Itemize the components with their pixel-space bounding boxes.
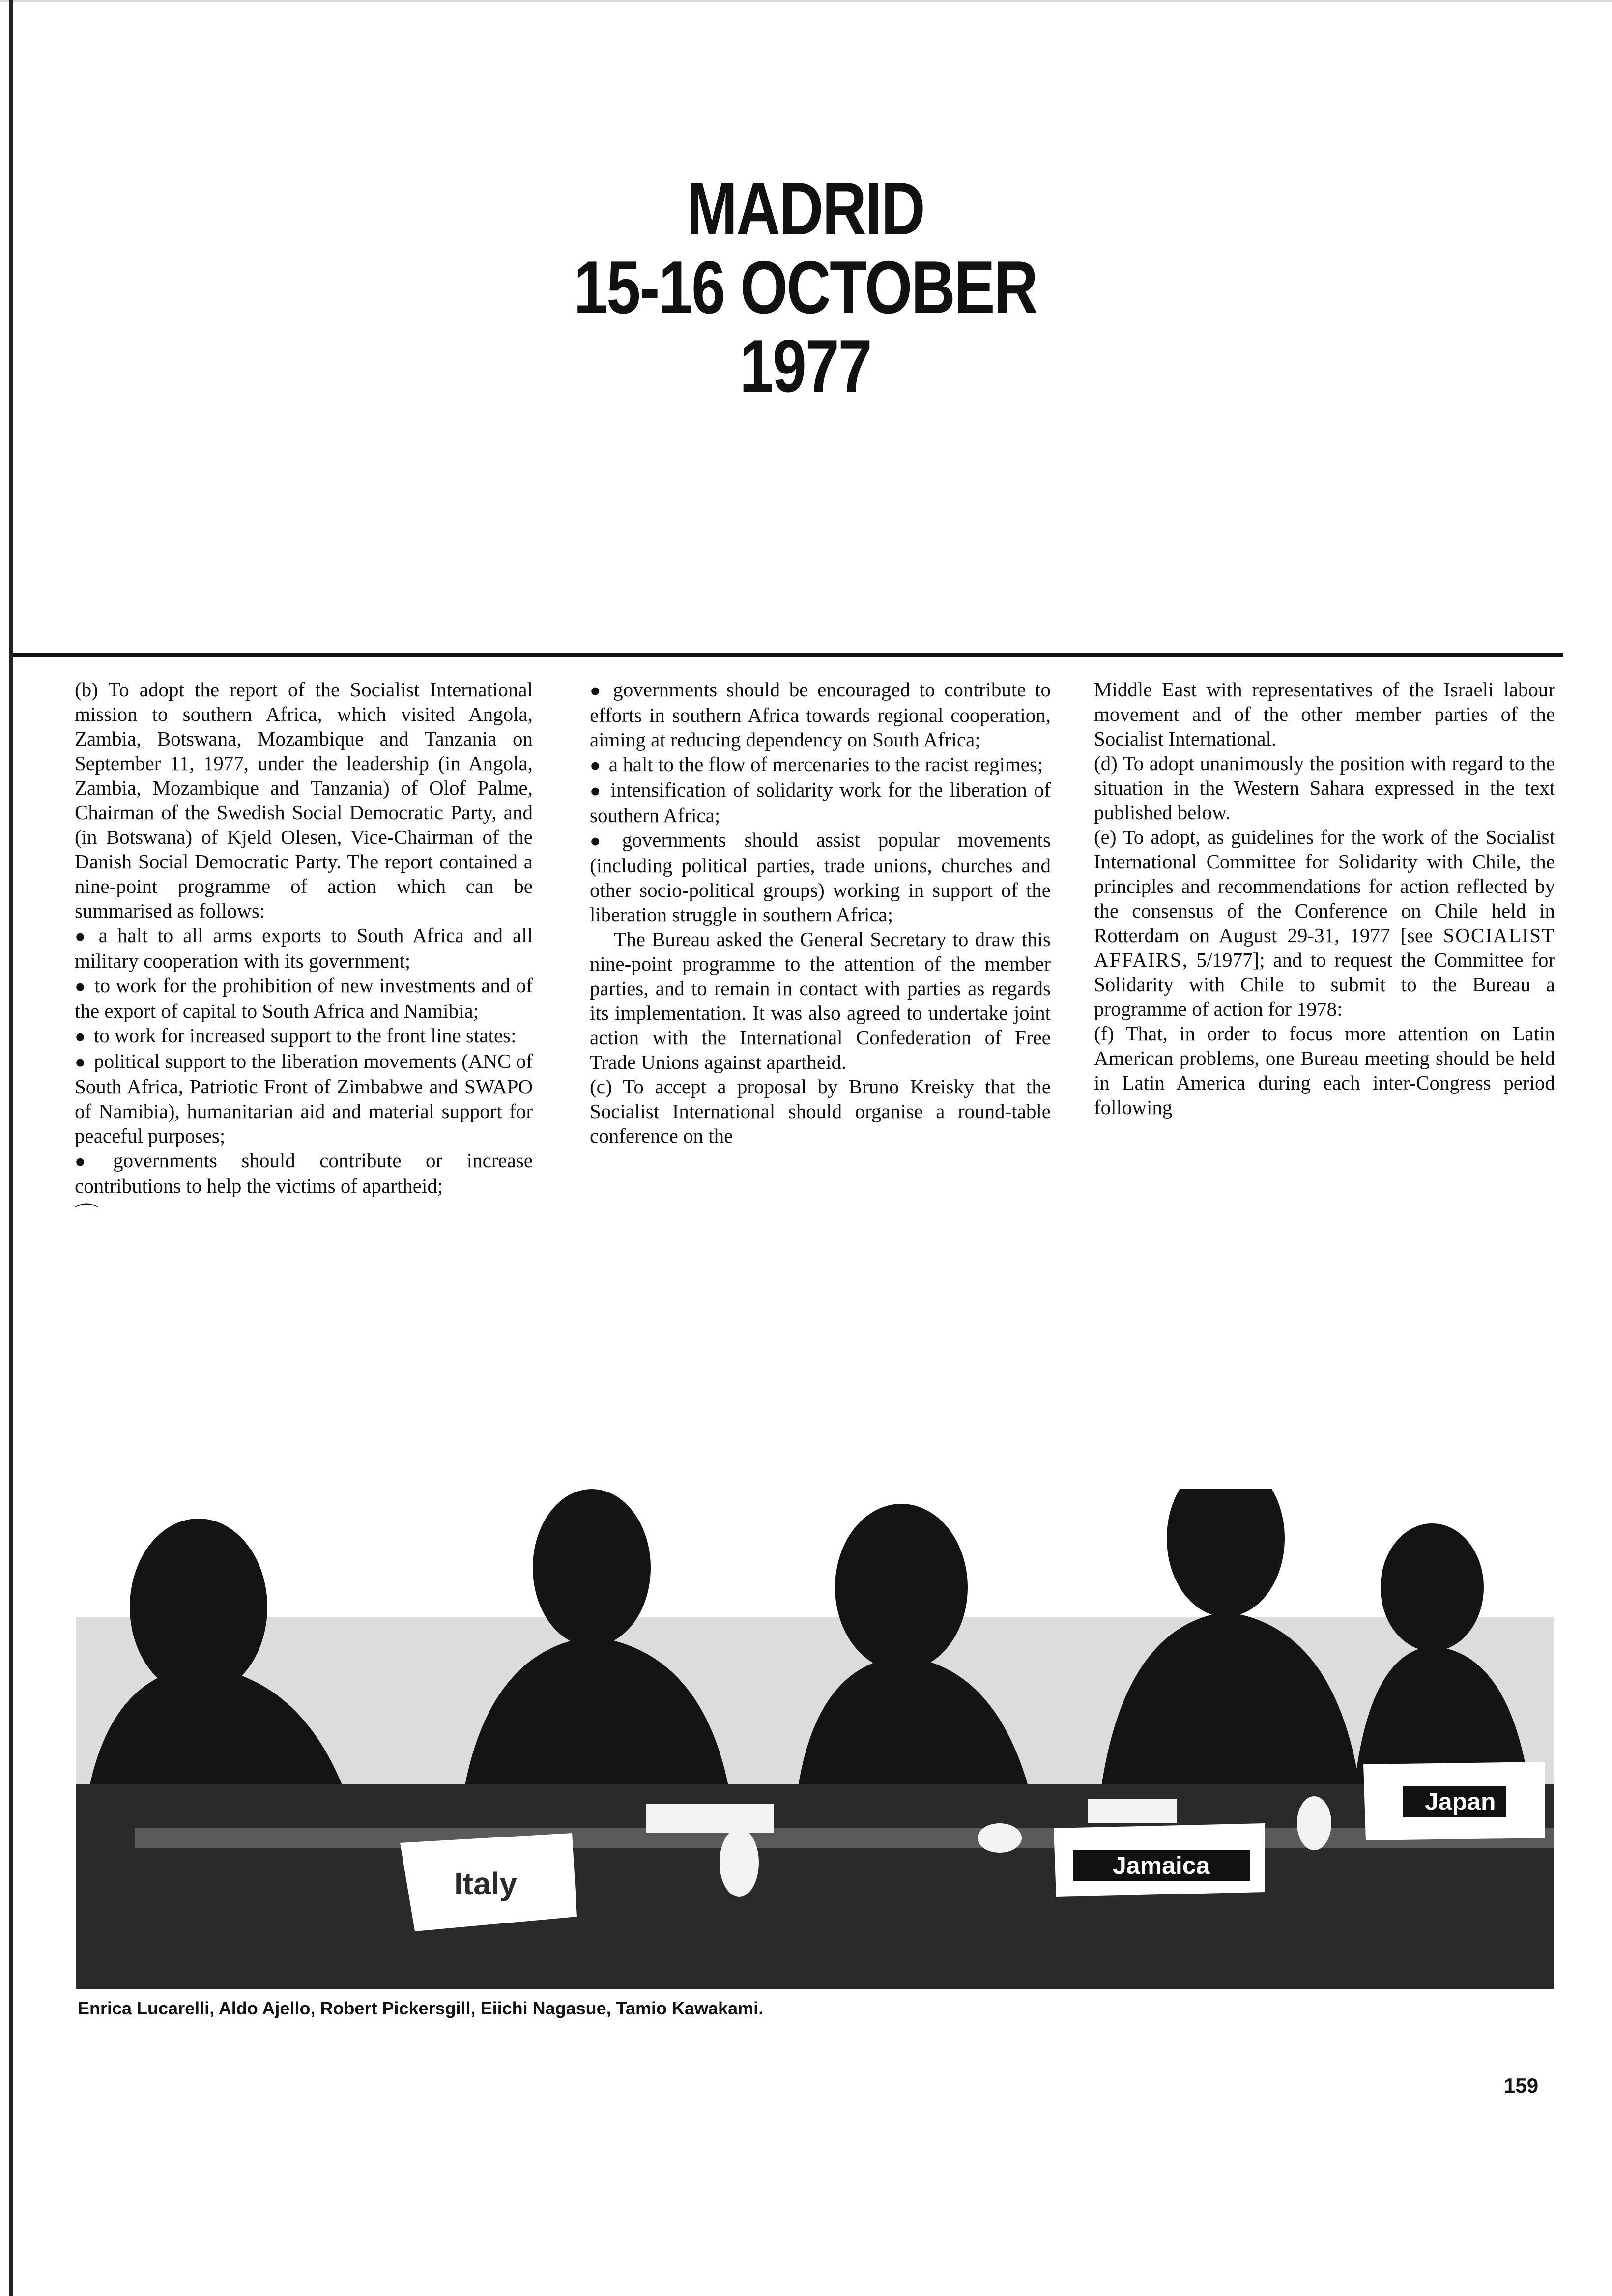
figure-head [1381, 1523, 1484, 1651]
paper-sheet [646, 1804, 774, 1833]
meeting-photo [76, 1489, 1554, 1989]
figure-head [835, 1504, 968, 1671]
placard-jamaica [1054, 1823, 1265, 1897]
placard-japan [1363, 1762, 1545, 1840]
bullet-icon: ● [75, 976, 86, 996]
bullet-icon: ● [75, 1151, 105, 1171]
bullet-item [75, 923, 533, 973]
bullet-icon: ● [590, 680, 605, 700]
bullet-item [75, 973, 533, 1023]
bullet-item [75, 1148, 533, 1198]
photo-caption: Enrica Lucarelli, Aldo Ajello, Robert Pickersgill, Eiichi Nagasue, Tamio Kawakami. [78, 1998, 764, 2018]
paragraph-c-continued: Middle East with representatives of the Israeli labour movement and of the other member parties of the Socialist International. [1094, 678, 1555, 750]
paragraph-b: (b) To adopt the report of the Socialist International mission to southern Africa, which visited Angola, Zambia, Botswana, Mozambique and Tanzania on September 11, 1977, under the leadership (in Angola, Zambia, Mozambique and Tanzania) of Olof Palme, Chairman of the Swedish Social Democratic Party, and (in Botswana) of Kjeld Olesen, Vice-Chairman of the Danish Social Democratic Party. The report contained a nine-point programme of action which can be summarised as follows: [75, 678, 533, 922]
text-column-1 [75, 677, 533, 1231]
bullet-item [590, 677, 1051, 752]
bullet-icon: ● [590, 755, 601, 775]
placard-italy [400, 1833, 577, 1931]
meeting-photo-illustration [76, 1489, 1554, 1989]
bullet-text: governments should contribute or increase contributions to help the victims of apartheid; [75, 1149, 533, 1197]
paragraph-c: (c) To accept a proposal by Bruno Kreisky that the Socialist International should organise a round-table conference on the [590, 1075, 1051, 1147]
glass [720, 1828, 759, 1897]
placard-label-italy: Italy [454, 1866, 518, 1901]
bullet-icon: ● [590, 780, 603, 801]
bullet-text: to work for the prohibition of new investments and of the export of capital to South Africa and Namibia; [75, 974, 533, 1022]
bullet-icon: ● [75, 1026, 86, 1046]
bullet-text: to work for increased support to the front line states: [93, 1024, 517, 1047]
page-title [144, 167, 1467, 408]
bullet-item [590, 777, 1051, 828]
bullet-text: governments should assist popular movements (including political parties, trade unions, churches and other socio-political groups) working in support of the liberation struggle in southern Africa; [590, 829, 1051, 926]
bullet-text: governments should be encouraged to contribute to efforts in southern Africa towards regional cooperation, aiming at reducing dependency on South Africa; [590, 678, 1051, 751]
bullet-icon: ● [75, 1052, 86, 1072]
cup [978, 1823, 1022, 1853]
paragraph-e [1094, 825, 1555, 1021]
text-column-3 [1094, 677, 1555, 1119]
publication-reference: SOCIALIST AFFAIRS, [1094, 924, 1555, 971]
bullet-icon: ● [590, 831, 614, 851]
paragraph-e-text: (e) To adopt, as guidelines for the work of the Socialist International Committee for Solidarity with Chile, the principles and recommendations for action reflected by the consensus of the Conference on Chile held in Rotterdam on August 29-31, 1977 [see [1094, 826, 1555, 947]
page-top-edge [0, 0, 1612, 2]
ornament-icon: ⌒ [75, 1203, 99, 1229]
paragraph-d: (d) To adopt unanimously the position with regard to the situation in the Western Sahara expressed in the text published below. [1094, 752, 1555, 824]
text-column-2 [590, 677, 1051, 1148]
bullet-item [590, 752, 1051, 777]
title-dates: 15-16 OCTOBER [574, 246, 1037, 329]
paper-sheet [1088, 1799, 1177, 1823]
table-edge [135, 1828, 1554, 1848]
page-number: 159 [1504, 2074, 1539, 2097]
page-left-edge [9, 0, 13, 2296]
title-city: MADRID [686, 167, 924, 251]
placard-label-jamaica: Jamaica [1113, 1852, 1210, 1879]
bullet-text: a halt to all arms exports to South Africa and all military cooperation with its government; [75, 924, 533, 972]
bullet-item [590, 828, 1051, 927]
bullet-text: intensification of solidarity work for the liberation of southern Africa; [590, 778, 1051, 827]
bullet-text: a halt to the flow of mercenaries to the racist regimes; [608, 753, 1043, 775]
bullet-text: political support to the liberation movements (ANC of South Africa, Patriotic Front of Zimbabwe and SWAPO of Namibia), humanitarian aid and material support for peaceful purposes; [75, 1050, 533, 1147]
conference-table [76, 1784, 1554, 1989]
bureau-paragraph: The Bureau asked the General Secretary to draw this nine-point programme to the attention of the member parties, and to remain in contact with parties as regards its implementation. It was also agreed to undertake joint action with the International Confederation of Free Trade Unions against apartheid. [590, 928, 1051, 1073]
bullet-icon: ● [75, 926, 91, 946]
bullet-item [75, 1049, 533, 1148]
title-year: 1977 [739, 324, 871, 408]
paragraph-e-text-end: 5/1977]; and to request the Committee for Solidarity with Chile to submit to the Bureau a programme of action for 1978: [1094, 948, 1555, 1020]
paragraph-f: (f) That, in order to focus more attention on Latin American problems, one Bureau meeting should be held in Latin America during each inter-Congress period following [1094, 1022, 1555, 1119]
placard-label-japan: Japan [1425, 1788, 1496, 1815]
figure-head [533, 1489, 651, 1646]
bullet-item [75, 1023, 533, 1049]
header-rule [13, 653, 1563, 657]
glass [1297, 1796, 1331, 1850]
